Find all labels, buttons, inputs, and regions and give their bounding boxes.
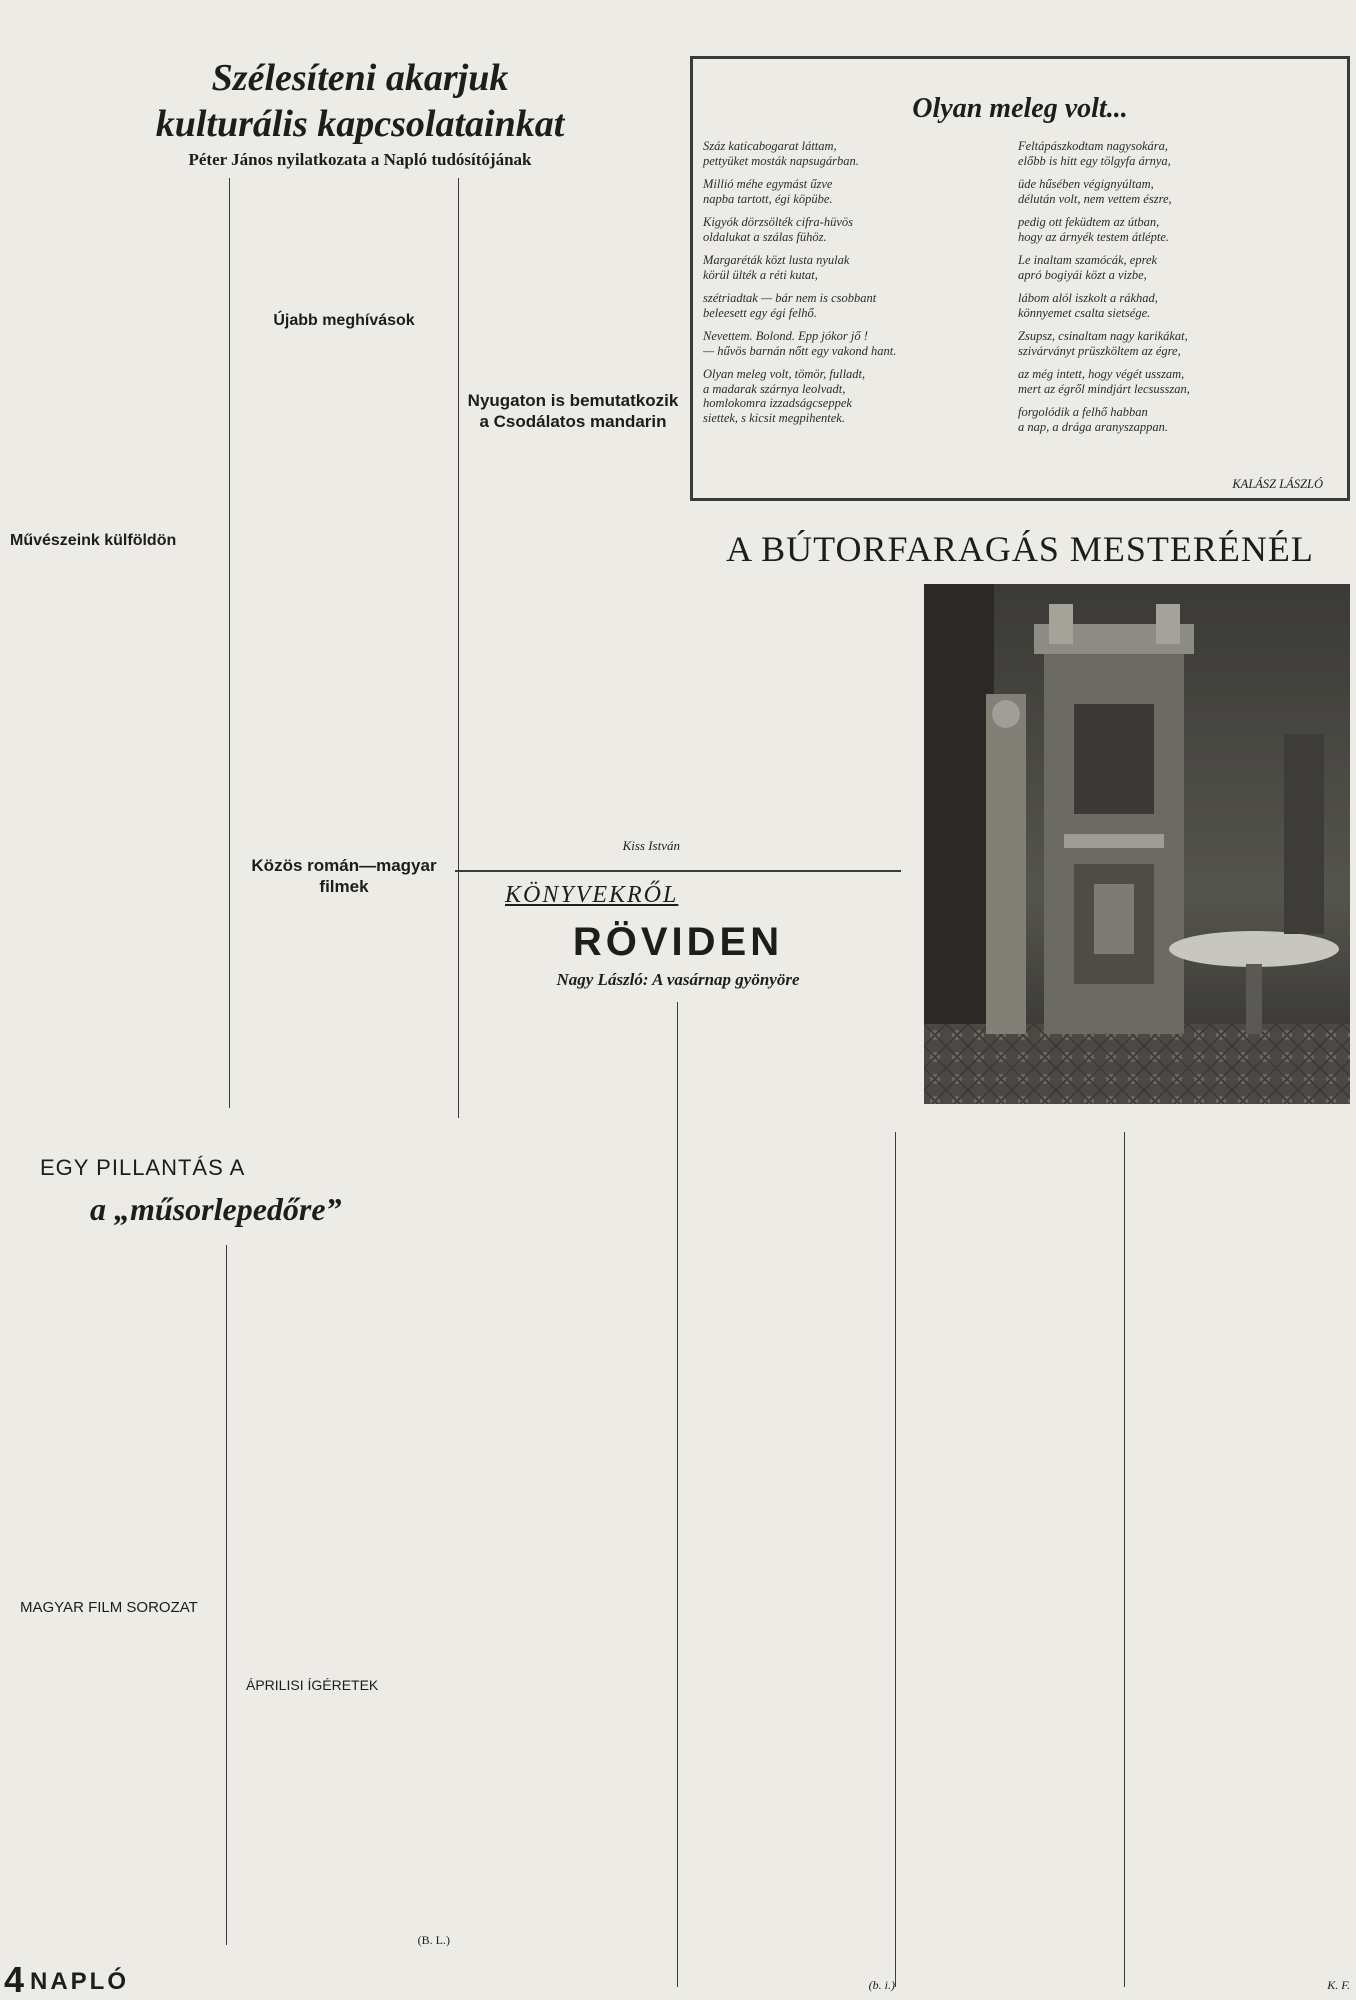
poem-line: Le inaltam szamócák, eprek bbox=[1018, 253, 1158, 267]
article-musorlepedo bbox=[0, 1125, 455, 1955]
article3-col1 bbox=[459, 1002, 671, 1987]
poem-line: körül ülték a réti kutat, bbox=[703, 267, 818, 282]
poem-line: Feltápászkodtam nagysokára, bbox=[1018, 139, 1168, 153]
article3-header: KÖNYVEKRŐL bbox=[505, 882, 679, 908]
article2-col-continued-b bbox=[900, 1132, 1120, 1987]
article1-col3-body bbox=[463, 468, 683, 833]
poem-line: beleesett egy égi felhő. bbox=[703, 305, 817, 320]
poem-line: Olyan meleg volt, tömör, fulladt, bbox=[703, 367, 866, 381]
poem-line: délután volt, nem vettem észre, bbox=[1018, 191, 1172, 206]
section-heading-magyar-film-sorozat: MAGYAR FILM SOROZAT bbox=[20, 1599, 198, 1616]
article2-title: A BÚTORFARAGÁS MESTERÉNÉL bbox=[726, 529, 1314, 569]
section-heading-ujabb-meghivasok: Újabb meghívások bbox=[273, 312, 415, 329]
poem-right-column bbox=[1018, 139, 1338, 469]
article4-col1-body bbox=[6, 1637, 222, 1945]
poem-line: a madarak szárnya leolvadt, bbox=[703, 381, 846, 396]
page-number: 4 bbox=[4, 1959, 25, 2000]
column-divider bbox=[1124, 1132, 1125, 1987]
poem-line: hogy az árnyék testem átlépte. bbox=[1018, 229, 1169, 244]
article4-signature: (B. L.) bbox=[417, 1933, 450, 1947]
poem-line: az még intett, hogy végét usszam, bbox=[1018, 367, 1185, 381]
poem-olyan-meleg-volt bbox=[690, 56, 1350, 501]
poem-line: Margaréták közt lusta nyulak bbox=[703, 253, 850, 267]
poem-line: üde hűsében végignyúltam, bbox=[1018, 177, 1154, 191]
article1-col1-body bbox=[10, 556, 225, 1111]
poem-line: Millió méhe egymást űzve bbox=[703, 177, 833, 191]
column-divider bbox=[677, 1002, 678, 1987]
article1-signature: Kiss István bbox=[622, 838, 680, 853]
article1-title-line1: Szélesíteni akarjuk bbox=[211, 57, 509, 99]
poem-line: homlokomra izzadságcseppek bbox=[703, 396, 852, 410]
article1-subtitle: Péter János nyilatkozata a Napló tudósítójának bbox=[188, 150, 532, 169]
article3-subtitle: Nagy László: A vasárnap gyönyöre bbox=[556, 970, 800, 989]
poem-title: Olyan meleg volt... bbox=[912, 93, 1128, 124]
poem-line: szétriadtak — bár nem is csobbant bbox=[703, 291, 877, 305]
poem-line: Kigyók dörzsölték cifra-hüvös bbox=[703, 215, 853, 229]
article4-col1 bbox=[6, 1245, 222, 1595]
article2-col-continued-c bbox=[1128, 1132, 1350, 1977]
article1-col2-intro bbox=[234, 178, 454, 304]
poem-line: napba tartott, égi köpübe. bbox=[703, 191, 833, 206]
paper-name-logo: NAPLÓ bbox=[30, 1968, 129, 1995]
poem-line: Zsupsz, csinaltam nagy karikákat, bbox=[1018, 329, 1188, 343]
article3-title: RÖVIDEN bbox=[572, 920, 784, 964]
article-konyvekrol bbox=[455, 870, 901, 2000]
article1-col1-intro bbox=[10, 178, 225, 528]
photo-carved-furniture-image bbox=[924, 584, 1350, 1104]
poem-line: mert az égről mindjárt lecsusszan, bbox=[1018, 381, 1190, 396]
poem-line: oldalukat a szálas fühöz. bbox=[703, 229, 827, 244]
section-heading-muveszeink-kulfoldon: Művészeink külföldön bbox=[10, 532, 177, 549]
poem-line: siettek, s kicsit megpihentek. bbox=[703, 410, 845, 425]
section-rule bbox=[455, 870, 901, 872]
poem-line: Száz katicabogarat láttam, bbox=[703, 139, 837, 153]
article4-title-big: a „műsorlepedőre” bbox=[90, 1191, 342, 1227]
article4-title-small: EGY PILLANTÁS A bbox=[40, 1155, 246, 1180]
page-footer bbox=[0, 1960, 300, 2000]
poem-line: apró bogiyái közt a vizbe, bbox=[1018, 267, 1147, 282]
section-heading-kozos-roman-magyar-filmek: Közös román—magyar filmek bbox=[251, 856, 437, 896]
article1-col2-body bbox=[234, 338, 454, 848]
poem-line: szivárványt prüszköltem az égre, bbox=[1018, 343, 1181, 358]
poem-line: forgolódik a felhő habban bbox=[1018, 405, 1148, 419]
column-divider bbox=[229, 178, 230, 1108]
poem-line: könnyemet csalta sietsége. bbox=[1018, 305, 1151, 320]
section-heading-nyugaton: Nyugaton is bemutatkozik a Csodálatos mandarin bbox=[467, 391, 679, 431]
article3-signature: (b. i.) bbox=[868, 1978, 895, 1992]
article4-col2 bbox=[232, 1245, 452, 1670]
poem-line: előbb is hitt egy tölgyfa árnya, bbox=[1018, 153, 1171, 168]
poem-line: Nevettem. Bolond. Epp jókor jő ! bbox=[703, 329, 868, 343]
poem-left-column bbox=[703, 139, 1008, 469]
poem-line: a nap, a drága aranyszappan. bbox=[1018, 419, 1169, 434]
article1-col2-film bbox=[234, 906, 454, 1116]
section-heading-aprilisi-igeretek: ÁPRILISI ÍGÉRETEK bbox=[246, 1677, 379, 1693]
poem-line: pedig ott feküdtem az útban, bbox=[1018, 215, 1160, 229]
poem-line: — hűvös barnán nőtt egy vakond hant. bbox=[703, 343, 897, 358]
article4-col2-body bbox=[232, 1699, 452, 1945]
workshop-photo bbox=[924, 584, 1350, 1104]
column-divider bbox=[226, 1245, 227, 1945]
article3-col2 bbox=[684, 1002, 896, 1977]
article1-col3-intro bbox=[463, 178, 683, 378]
article1-title-line2: kulturális kapcsolatainkat bbox=[155, 103, 565, 145]
poem-line: pettyüket mosták napsugárban. bbox=[703, 153, 859, 168]
poem-line: lábom alól iszkolt a rákhad, bbox=[1018, 291, 1158, 305]
article2-signature: K. F. bbox=[1327, 1978, 1350, 1992]
poem-author: KALÁSZ LÁSZLÓ bbox=[1232, 477, 1323, 491]
